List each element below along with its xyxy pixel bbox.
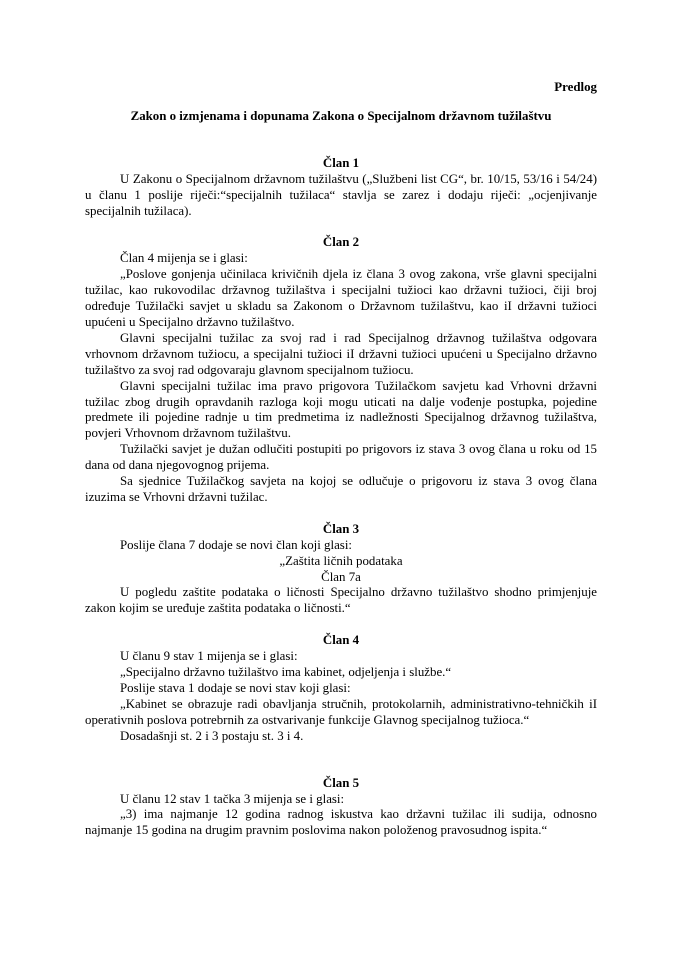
article-heading: Član 4	[322, 633, 360, 648]
new-article-title: „Zaštita ličnih podataka	[279, 553, 403, 568]
article-5	[85, 776, 597, 840]
paragraph: U Zakonu o Specijalnom državnom tužilaštvu („Službeni list CG“, br. 10/15, 53/16 i 54/24) u članu 1 poslije riječi:“specijalnih tužilaca“ stavlja se zarez i dodaju riječi: „ocjenjivanje specijalnih tužilaca).	[85, 171, 597, 218]
article-heading: Član 1	[322, 155, 360, 170]
paragraph: Glavni specijalni tužilac za svoj rad i rad Specijalnog državnog tužilaštva odgovara vrhovnom državnom tužiocu, a specijalni tužioci iI državni tužioci upućeni u Specijalno državno tužilaštvo za svoj rad odgovaraju glavnom specijalnom tužiocu.	[85, 330, 597, 377]
article-4	[85, 633, 597, 744]
paragraph: Tužilački savjet je dužan odlučiti postupiti po prigovors iz stava 3 ovog člana u roku od 15 dana od dana njegovognog prijema.	[85, 442, 597, 473]
paragraph: Član 4 mijenja se i glasi:	[120, 251, 248, 266]
paragraph: U članu 9 stav 1 mijenja se i glasi:	[120, 649, 298, 664]
paragraph: Sa sjednice Tužilačkog savjeta na kojoj se odlučuje o prigovoru iz stava 3 ovog člana izuzima se Vrhovni državni tužilac.	[85, 474, 597, 504]
article-1	[85, 156, 597, 220]
paragraph: „3) ima najmanje 12 godina radnog iskustva kao državni tužilac ili sudija, odnosno najmanje 15 godina na drugim pravnim poslovima nakon položenog pravosudnog ispita.“	[85, 807, 597, 838]
new-article-number: Član 7a	[321, 569, 361, 584]
paragraph: Poslije stava 1 dodaje se novi stav koji glasi:	[120, 681, 351, 695]
article-heading: Član 3	[322, 521, 360, 536]
document-page	[85, 80, 597, 839]
article-2	[85, 235, 597, 505]
law-title: Zakon o izmjenama i dopunama Zakona o Specijalnom državnom tužilaštvu	[130, 108, 552, 123]
paragraph: U članu 12 stav 1 tačka 3 mijenja se i glasi:	[120, 791, 345, 806]
article-3	[85, 522, 597, 617]
paragraph: „Specijalno državno tužilaštvo ima kabinet, odjeljenja i službe.“	[120, 665, 452, 680]
article-heading: Član 2	[322, 235, 360, 250]
paragraph: U pogledu zaštite podataka o ličnosti Specijalno državno tužilaštvo shodno primjenjuje zakon kojim se uređuje zaštita podataka o ličnosti.“	[85, 585, 597, 616]
paragraph: „Kabinet se obrazuje radi obavljanja stručnih, protokolarnih, administrativno-tehničkih iI operativnih poslova potrebrnih za ostvarivanje funkcije Glavnog specijalnog tužioca.“	[85, 696, 597, 727]
paragraph: „Poslove gonjenja učinilaca krivičnih djela iz člana 3 ovog zakona, vrše glavni specijalni tužilac, kao rukovodilac državnog tužilaštva i specijalni tužioci kao državni tužioci, čiji broj određuje Tužilački savjet u skladu sa Zakonom o Državnom tužilaštvu, kao iI državni tužioci upućeni u Specijalno državno tužilaštvo.	[85, 267, 597, 329]
paragraph: Poslije člana 7 dodaje se novi član koji glasi:	[120, 537, 352, 552]
paragraph: Dosadašnji st. 2 i 3 postaju st. 3 i 4.	[120, 728, 304, 743]
article-heading: Član 5	[322, 775, 360, 790]
paragraph: Glavni specijalni tužilac ima pravo prigovora Tužilačkom savjetu kad Vrhovni državni tužilac zbog drugih opravdanih razloga koji mogu uticati na dalje vođenje postupka, pojedine predmete ili pojedine radnje u tim predmetima iz nadležnosti Specijalnog državnog tužilaštva, povjeri Vrhovnom državnom tužilaštvu.	[85, 378, 597, 441]
proposal-label: Predlog	[554, 80, 597, 94]
